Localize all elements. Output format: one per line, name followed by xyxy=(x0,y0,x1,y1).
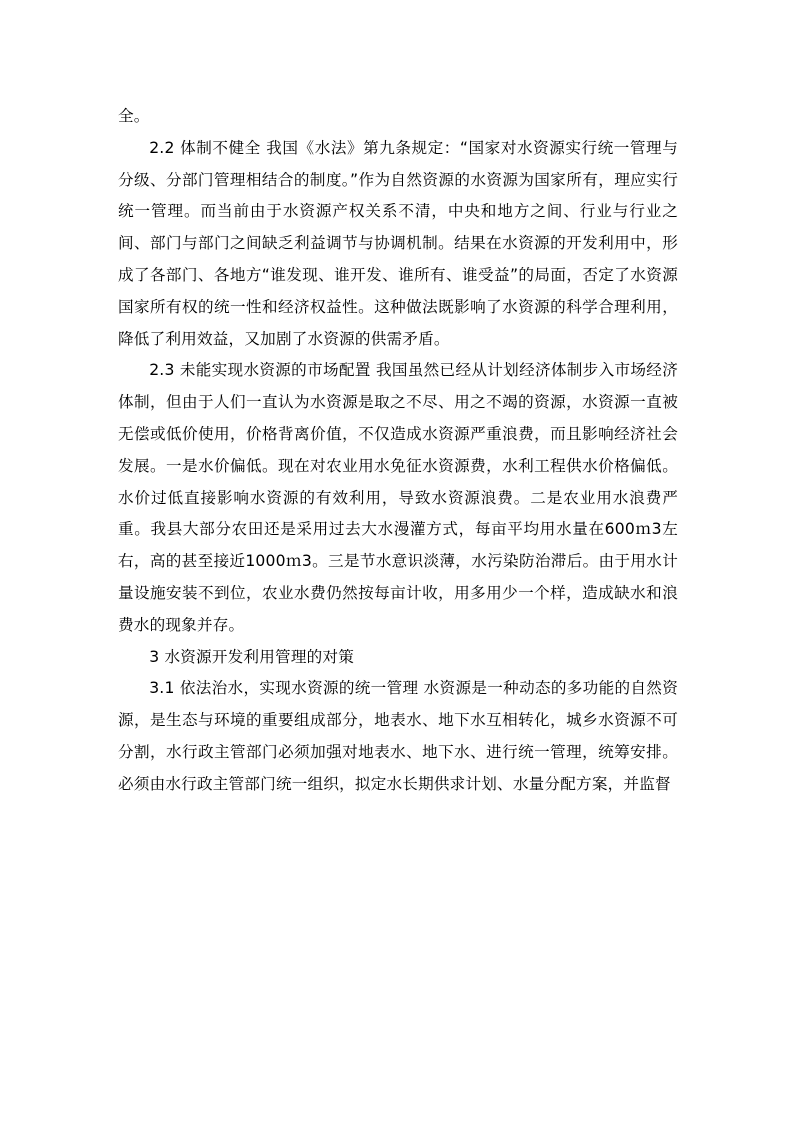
paragraph-2-2-system: 2.2 体制不健全 我国《水法》第九条规定：“国家对水资源实行统一管理与分级、分部门管理相结合的制度。”作为自然资源的水资源为国家所有，理应实行统一管理。而当前由于水资源产权关系不清，中央和地方之间、行业与行业之间、部门与部门之间缺乏利益调节与协调机制。结果在水资源的开发利用中，形成了各部门、各地方“谁发现、谁开发、谁所有、谁受益”的局面，否定了水资源国家所有权的统一性和经济权益性。这种做法既影响了水资源的科学合理利用，降低了利用效益，又加剧了水资源的供需矛盾。 xyxy=(118,138,678,348)
paragraph-3-1-law: 3.1 依法治水，实现水资源的统一管理 水资源是一种动态的多功能的自然资源，是生态与环境的重要组成部分，地表水、地下水互相转化，城乡水资源不可分割，水行政主管部门必须加强对地表水、地下水、进行统一管理，统筹安排。必须由水行政主管部门统一组织，拟定水长期供求计划、水量分配方案，并监督 xyxy=(118,679,678,793)
paragraph-2-3-market: 2.3 未能实现水资源的市场配置 我国虽然已经从计划经济体制步入市场经济体制，但由于人们一直认为水资源是取之不尽、用之不竭的资源，水资源一直被无偿或低价使用，价格背离价值，不仅造成水资源严重浪费，而且影响经济社会发展。一是水价偏低。现在对农业用水免征水资源费，水利工程供水价格偏低。水价过低直接影响水资源的有效利用，导致水资源浪费。二是农业用水浪费严重。我县大部分农田还是采用过去大水漫灌方式，每亩平均用水量在600ｍ3左右，高的甚至接近1000ｍ3。三是节水意识淡薄，水污染防治滞后。由于用水计量设施安装不到位，农业水费仍然按每亩计收，用多用少一个样，造成缺水和浪费水的现象并存。 xyxy=(118,361,678,634)
paragraph-continuation: 全。 xyxy=(118,107,150,125)
section-heading-3-countermeasures: 3 水资源开发利用管理的对策 xyxy=(149,647,354,666)
document-body xyxy=(118,101,678,801)
